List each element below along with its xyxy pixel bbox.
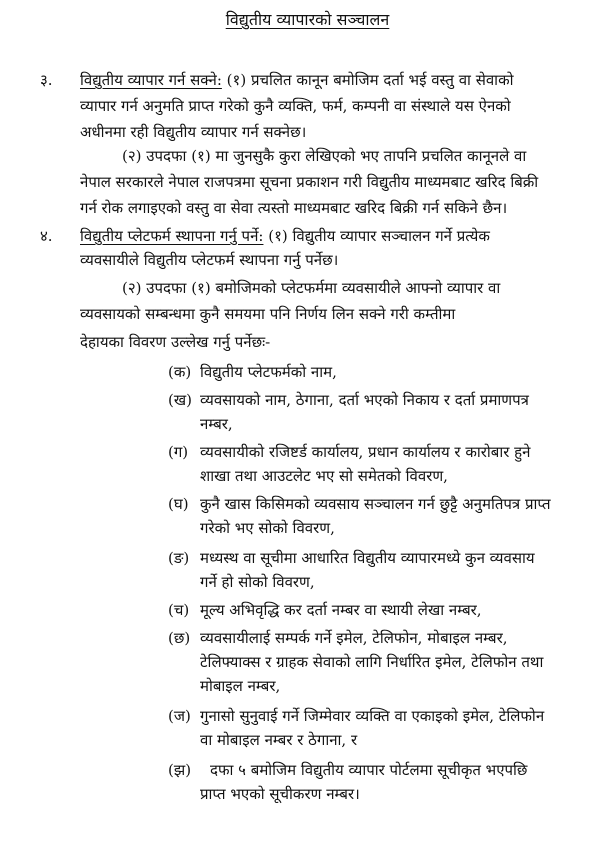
- list-item-label: (घ): [168, 495, 189, 513]
- list-item-label: (छ): [168, 629, 191, 647]
- list-item-line: नम्बर,: [200, 415, 233, 433]
- list-item-label: (ग): [168, 443, 189, 461]
- list-item-label: (च): [168, 601, 190, 619]
- list-item-line: कुनै खास किसिमको व्यवसाय सञ्चालन गर्न छुट्टै अनुमतिपत्र प्राप्त: [200, 495, 551, 513]
- list-item-label: (ज): [168, 707, 191, 725]
- paragraph-line: देहायका विवरण उल्लेख गर्नु पर्नेछः-: [80, 333, 271, 351]
- list-item-line: मोबाइल नम्बर,: [200, 677, 281, 695]
- list-item-line: शाखा तथा आउटलेट भए सो समेतको विवरण,: [200, 467, 448, 485]
- list-item-line: व्यवसायीलाई सम्पर्क गर्ने इमेल, टेलिफोन, मोबाइल नम्बर,: [200, 629, 508, 647]
- paragraph-line: नेपाल सरकारले नेपाल राजपत्रमा सूचना प्रकाशन गरी विद्युतीय माध्यमबाट खरिद बिक्री: [80, 173, 539, 191]
- paragraph-line: व्यवसायीले विद्युतीय प्लेटफर्म स्थापना गर्नु पर्नेछ।: [80, 251, 339, 269]
- list-item-line: गुनासो सुनुवाई गर्ने जिम्मेवार व्यक्ति वा एकाइको इमेल, टेलिफोन: [200, 707, 545, 725]
- list-item-line: टेलिफ्याक्स र ग्राहक सेवाको लागि निर्धारित इमेल, टेलिफोन तथा: [200, 653, 544, 671]
- list-item-line: वा मोबाइल नम्बर र ठेगाना, र: [200, 731, 358, 749]
- paragraph-line: (२) उपदफा (१) बमोजिमको प्लेटफर्ममा व्यवसायीले आफ्नो व्यापार वा: [122, 279, 501, 297]
- list-item-line: गर्ने हो सोको विवरण,: [200, 573, 315, 591]
- section-number: ४.: [40, 227, 53, 245]
- list-item-line: मूल्य अभिवृद्धि कर दर्ता नम्बर वा स्थायी लेखा नम्बर,: [200, 601, 482, 619]
- list-item-line: मध्यस्थ वा सूचीमा आधारित विद्युतीय व्यापारमध्ये कुन व्यवसाय: [200, 549, 535, 567]
- list-item-line: प्राप्त भएको सूचीकरण नम्बर।: [200, 785, 360, 803]
- list-item-line: गरेको भए सोको विवरण,: [200, 519, 335, 537]
- section-heading-text: विद्युतीय व्यापार गर्न सक्ने:: [80, 71, 222, 89]
- paragraph-line: (१) प्रचलित कानून बमोजिम दर्ता भई वस्तु वा सेवाको: [226, 71, 514, 89]
- paragraph-line: व्यवसायको सम्बन्धमा कुनै समयमा पनि निर्णय लिन सक्ने गरी कम्तीमा: [80, 305, 456, 323]
- list-item-label: (ङ): [168, 549, 190, 567]
- list-item-label: (ख): [168, 391, 192, 409]
- paragraph-line: गर्न रोक लगाइएको वस्तु वा सेवा त्यस्तो माध्यमबाट खरिद बिक्री गर्न सकिने छैन।: [80, 199, 508, 217]
- section-heading: [80, 70, 513, 90]
- paragraph-line: अधीनमा रही विद्युतीय व्यापार गर्न सक्नेछ।: [80, 123, 307, 141]
- section-heading: [80, 226, 490, 246]
- list-item-line: दफा ५ बमोजिम विद्युतीय व्यापार पोर्टलमा सूचीकृत भएपछि: [210, 761, 528, 779]
- paragraph-line: (२) उपदफा (१) मा जुनसुकै कुरा लेखिएको भए तापनि प्रचलित कानूनले वा: [122, 147, 527, 165]
- list-item-line: विद्युतीय प्लेटफर्मको नाम,: [200, 363, 337, 381]
- list-item-line: व्यवसायीको रजिष्टर्ड कार्यालय, प्रधान कार्यालय र कारोबार हुने: [200, 443, 531, 461]
- list-item-label: (क): [168, 363, 192, 381]
- paragraph-line: व्यापार गर्न अनुमति प्राप्त गरेको कुनै व्यक्ति, फर्म, कम्पनी वा संस्थाले यस ऐनको: [80, 97, 511, 115]
- section-number: ३.: [40, 71, 53, 89]
- section-heading-text: विद्युतीय प्लेटफर्म स्थापना गर्नु पर्ने:: [80, 227, 264, 245]
- document-title: विद्युतीय व्यापारको सञ्चालन: [225, 10, 390, 29]
- list-item-label: (झ): [168, 761, 192, 779]
- list-item-line: व्यवसायको नाम, ठेगाना, दर्ता भएको निकाय र दर्ता प्रमाणपत्र: [200, 391, 529, 409]
- paragraph-line: (१) विद्युतीय व्यापार सञ्चालन गर्ने प्रत्येक: [268, 227, 490, 245]
